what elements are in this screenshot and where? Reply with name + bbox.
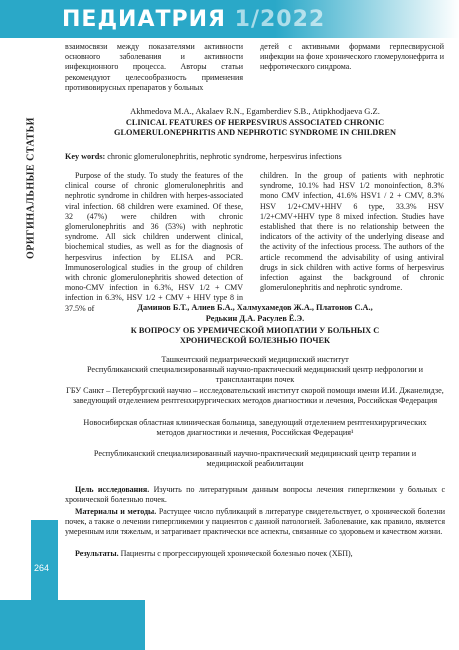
results-text: Пациенты с прогрессирующей хронической болезнью почек (ХБП), [120,549,353,558]
affiliation-3: ГБУ Санкт – Петербургский научно – исследовательский институт скорой помощи имени И.И. Джанелидзе, заведующий отделением рентгенхирургических методов диагностики и лечения, Российская Федерация [66,386,444,406]
article2-title: К ВОПРОСУ ОБ УРЕМИЧЕСКОЙ МИОПАТИИ У БОЛЬНЫХ С ХРОНИЧЕСКОЙ БОЛЕЗНЬЮ ПОЧЕК [130,326,380,346]
article1-col2: children. In the group of patients with nephrotic syndrome, 10.1% had HSV 1/2 monoinfection, 8.3% mono CMV infection, 41.6% HSV1 / 2 + CMV, 8.3% HSV 1/2+CMV+HHV 6 type, 33.3% HSV 1/2+CMV+HHV type 8 mixed infection. Studies have established that there is no relationship between the indicators of the activity of the underlying disease and the activity of the infectious process. The authors of the article recommend the advisability of using antiviral drugs in sick children with active forms of herpesvirus infection against the background of chronic glomerulonephritis and nephrotic syndrome. [260,171,444,293]
affiliation-1: Ташкентский педиатрический медицинский институт [161,355,349,364]
methods-text: Растущее число публикаций в литературе свидетельствует, о хронической болезни почек, а также о лечении гипергликемии у пациентов с данной патологией. Заболевание, как правило, является умеренным или тяжелым, и затрагивает практически все аспекты, связанные со здоровьем и качеством жизни. [65,507,446,537]
article2-results [65,549,445,559]
article1-title: CLINICAL FEATURES OF HERPESVIRUS ASSOCIATED CHRONIC GLOMERULONEPHRITIS AND NEPHROTIC SYNDROME IN CHILDREN [114,118,396,138]
affiliation-5: Республиканский специализированный научно-практический медицинский центр терапии и медицинской реабилитации [93,449,417,469]
bottom-bar [0,600,145,650]
article2-aim [65,485,445,505]
article1-col1: Purpose of the study. To study the features of the clinical course of chronic glomerulonephritis and nephrotic syndrome in children with herpes-associated viral infection. 68 children were examined. Of these, 32 (47%) were children with chronic glomerulonephritis and 36 (53%) with nephrotic syndrome. All sick children underwent clinical, biochemical studies, as well as for the diagnosis of herpesvirus infection by ELISA and PCR. Immunoserological studies in the group of children with chronic glomerulonephritis showed detection of mono-CMV infection in 6.3%, HSV 1/2 + CMV infection in 6.3%, HSV 1/2 + CMV + HHV type 8 in 37.5% of [65,171,243,313]
journal-header [0,0,459,38]
aim-label: Цель исследования. [75,485,150,494]
article2-methods [65,507,445,538]
results-label: Результаты. [75,549,119,558]
methods-label: Материалы и методы. [75,507,157,516]
affiliation-4: Новосибирская областная клиническая больница, заведующий отделением рентгенхирургических методов диагностики и лечения, Российская Федерация¹ [83,418,427,438]
journal-issue: 1/2022 [234,7,326,32]
affiliation-2: Республиканский специализированный научно-практический медицинский центр нефрологии и трансплантации почек [86,365,424,385]
section-label: ОРИГИНАЛЬНЫЕ СТАТЬИ [25,117,37,259]
keywords-label: Key words: [65,152,106,161]
aim-text: Изучить по литературным данным вопросы лечения гиперглкемии у больных с хронической болезнью почек. [65,485,446,505]
article1-authors: Akhmedova M.A., Akalaev R.N., Egamberdiev S.B., Atipkhodjaeva G.Z. [130,106,380,116]
top-text-left: взаимосвязи между показателями активности основного заболевания и активности инфекционного процесса. Авторы статьи рекомендуют целесообразность применения противовирусных препаратов у больных [65,42,243,92]
page-number: 264 [34,563,50,573]
journal-name: ПЕДИАТРИЯ [62,7,226,32]
top-text-right: детей с активными формами герпесвирусной инфекции на фоне хронического гломерулонефрита и нефротического синдрома. [260,42,444,72]
keywords-text: chronic glomerulonephritis, nephrotic syndrome, herpesvirus infections [107,152,342,161]
article1-keywords [65,152,445,162]
article2-authors-line2: Редькин Д.А. Расулев Ё.Э. [205,314,305,323]
article2-authors-line1: Даминов Б.Т., Алиев Б.А., Халмухамедов Ж.А., Платонов С.А., [137,303,373,312]
section-label-container [24,118,38,258]
journal-title [62,7,325,32]
